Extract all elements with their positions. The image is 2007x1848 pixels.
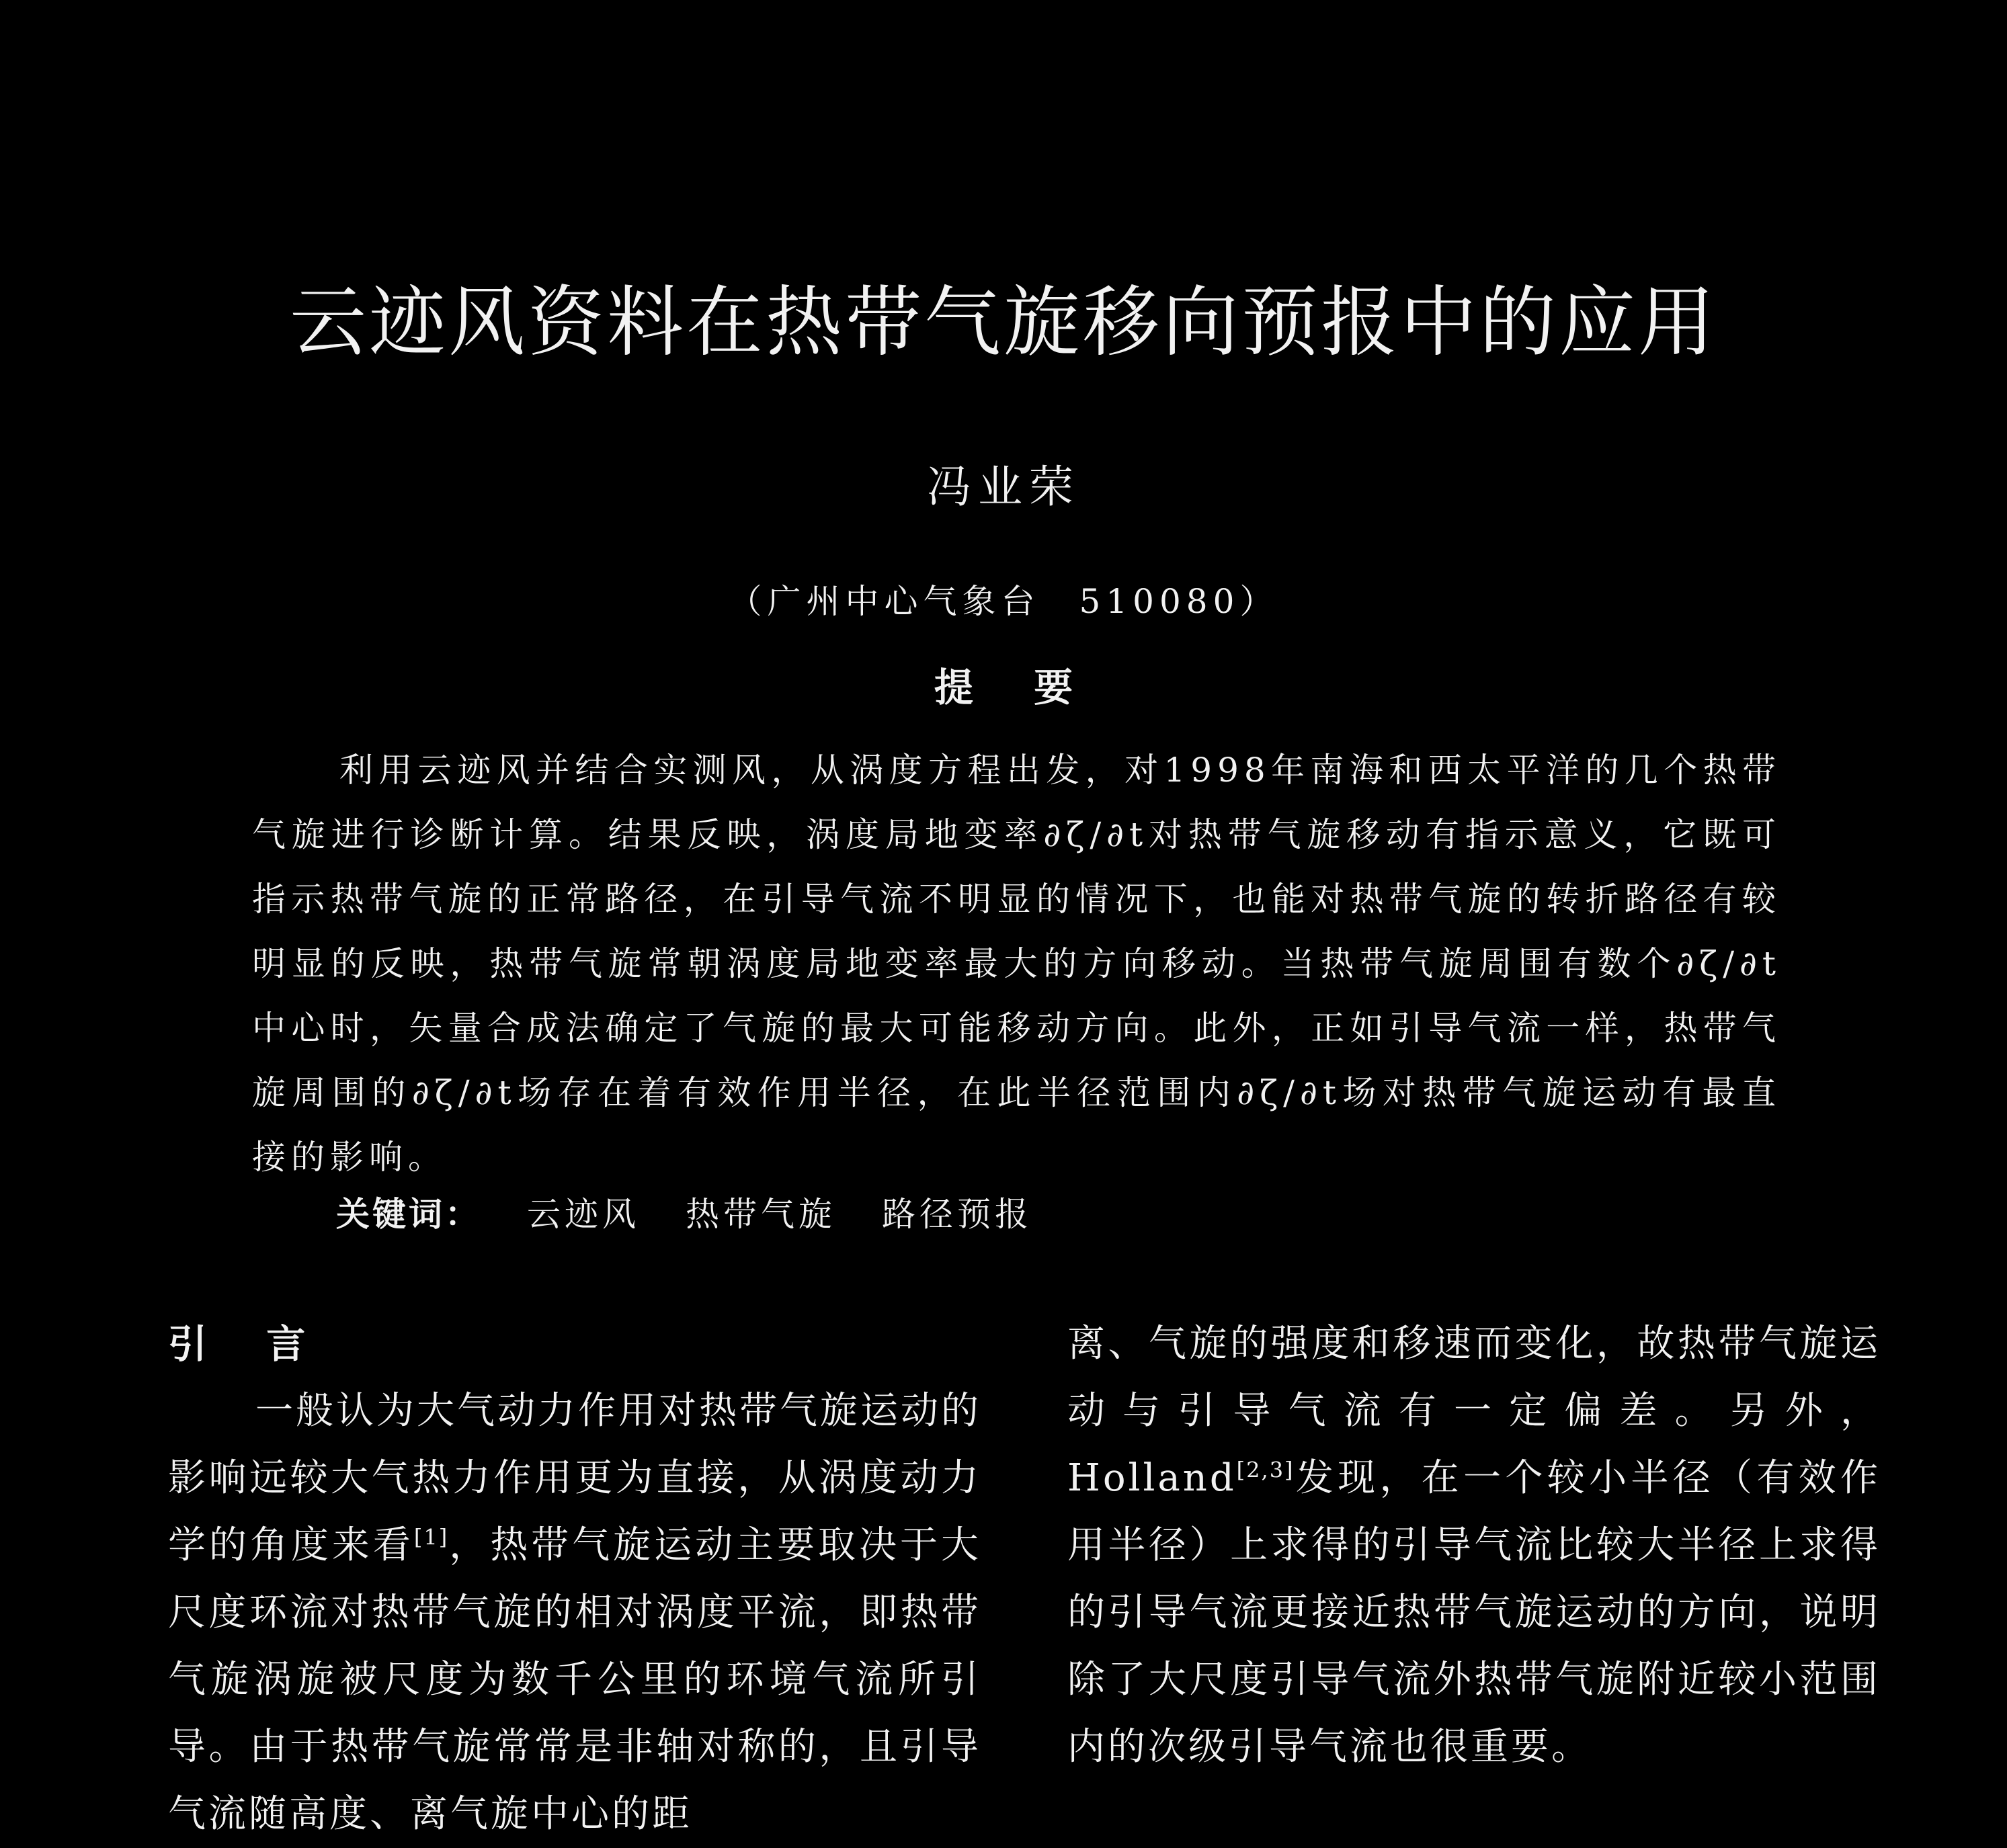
abstract-text: 利用云迹风并结合实测风，从涡度方程出发，对1998年南海和西太平洋的几个热带气旋进行诊断计算。结果反映，涡度局地变率∂ζ/∂t对热带气旋移动有指示意义，它既可指示热带气旋的正常路径，在引导气流不明显的情况下，也能对热带气旋的转折路径有较明显的反映，热带气旋常朝涡度局地变率最大的方向移动。当热带气旋周围有数个∂ζ/∂t中心时，矢量合成法确定了气旋的最大可能移动方向。此外，正如引导气流一样，热带气旋周围的∂ζ/∂t场存在着有效作用半径，在此半径范围内∂ζ/∂t场对热带气旋运动有最直接的影响。: [252, 751, 1781, 1177]
keyword-item: 路径预报: [882, 1195, 1032, 1234]
paper-title: 云迹风资料在热带气旋移向预报中的应用: [289, 278, 1717, 367]
keywords-line: [336, 1184, 1781, 1245]
intro-paragraph-continued: [1067, 1310, 1881, 1781]
author-name: 冯业荣: [927, 461, 1080, 513]
keywords-label: 关键词：: [336, 1195, 481, 1234]
intro-text-part3: 离、气旋的强度和移速而变化，故热带气旋运动与引导气流有一定偏差。另外，Holland: [1067, 1322, 1881, 1500]
body-column-right: [1067, 1310, 1881, 1781]
abstract-heading: 提 要: [934, 665, 1073, 710]
keyword-item: 云迹风: [527, 1195, 640, 1234]
intro-text-part2: ，热带气旋运动主要取决于大尺度环流对热带气旋的相对涡度平流，即热带气旋涡旋被尺度为数千公里的环境气流所引导。由于热带气旋常常是非轴对称的，且引导气流随高度、离气旋中心的距: [168, 1523, 982, 1836]
section-heading-intro: 引 言: [168, 1321, 309, 1367]
intro-paragraph: [168, 1378, 981, 1848]
author-affiliation: （广州中心气象台 510080）: [728, 582, 1279, 621]
citation-ref-2: [2,3]: [1236, 1457, 1295, 1483]
intro-text-part1: 一般认为大气动力作用对热带气旋运动的影响远较大气热力作用更为直接，从涡度动力学的角度来看: [168, 1389, 981, 1567]
intro-text-part4: 发现，在一个较小半径（有效作用半径）上求得的引导气流比较大半径上求得的引导气流更接近热带气旋运动的方向，说明除了大尺度引导气流外热带气旋附近较小范围内的次级引导气流也很重要。: [1067, 1456, 1881, 1769]
keyword-item: 热带气旋: [686, 1195, 836, 1234]
citation-ref-1: [1]: [413, 1524, 449, 1550]
body-column-left: [168, 1310, 981, 1848]
